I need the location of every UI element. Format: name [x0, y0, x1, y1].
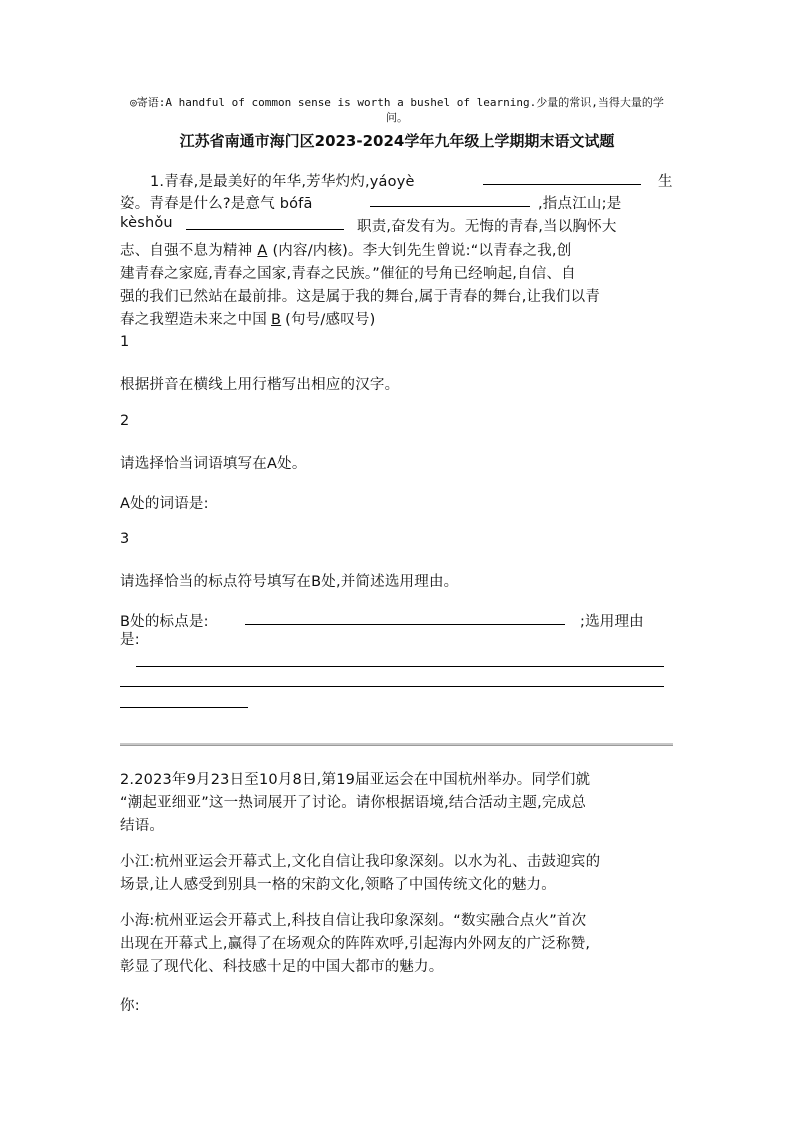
q2-line-3: 结语。 [120, 818, 165, 834]
sub-1-number: 1 [120, 334, 130, 350]
answer-line-2[interactable] [120, 686, 664, 687]
blank-bofa[interactable] [370, 192, 530, 207]
answer-line-3[interactable] [120, 707, 248, 708]
page-title: 江苏省南通市海门区2023-2024学年九年级上学期期末语文试题 [179, 132, 615, 150]
q1-line-1-end: 生 [658, 174, 673, 190]
sub-2-answer-label: A处的词语是: [120, 496, 209, 512]
sub-1-text: 根据拼音在横线上用行楷写出相应的汉字。 [120, 377, 400, 393]
motto-line-2: 问。 [386, 111, 408, 124]
sub-3-reason-label: ;选用理由 [580, 614, 644, 630]
blank-a[interactable]: A [257, 243, 268, 259]
sub-2-text: 请选择恰当词语填写在A处。 [120, 456, 307, 472]
answer-line-1[interactable] [136, 666, 664, 667]
blank-b[interactable]: B [271, 312, 282, 328]
q1-line-3: kèshǒu [120, 215, 173, 231]
you-label: 你: [120, 998, 140, 1014]
xiaohai-line-2: 出现在开幕式上,赢得了在场观众的阵阵欢呼,引起海内外网友的广泛称赞, [120, 936, 591, 952]
q2-line-2: “潮起亚细亚”这一热词展开了讨论。请你根据语境,结合活动主题,完成总 [120, 795, 587, 811]
q1-line-1: 1.青春,是最美好的年华,芳华灼灼,yáoyè [150, 174, 415, 190]
q2-line-1: 2.2023年9月23日至10月8日,第19届亚运会在中国杭州举办。同学们就 [120, 772, 591, 788]
q1-line-2: 姿。青春是什么?是意气 bófā [120, 196, 313, 212]
sub-3-number: 3 [120, 531, 130, 547]
sub-3-text: 请选择恰当的标点符号填写在B处,并简述选用理由。 [120, 574, 459, 590]
sub-3-answer-label: B处的标点是: [120, 614, 209, 630]
sub-2-number: 2 [120, 413, 130, 429]
motto-line-1: ◎寄语:A handful of common sense is worth a bushel of learning.少量的常识,当得大量的学 [130, 96, 664, 109]
xiaohai-line-1: 小海:杭州亚运会开幕式上,科技自信让我印象深刻。“数实融合点火”首次 [120, 913, 587, 929]
motto-header [0, 96, 794, 124]
q1-line-5: 建青春之家庭,青春之国家,青春之民族。”催征的号角已经响起,自信、自 [120, 266, 576, 282]
blank-keshou[interactable] [186, 215, 344, 230]
q1-line-3-end: 职责,奋发有为。无悔的青春,当以胸怀大 [357, 219, 617, 235]
xiaojiang-line-2: 场景,让人感受到别具一格的宋韵文化,领略了中国传统文化的魅力。 [120, 877, 556, 893]
blank-yaoye[interactable] [483, 170, 641, 185]
q1-line-4: 志、自强不息为精神 A (内容/内核)。李大钊先生曾说:“以青春之我,创 [120, 243, 572, 259]
xiaojiang-line-1: 小江:杭州亚运会开幕式上,文化自信让我印象深刻。以水为礼、击鼓迎宾的 [120, 854, 601, 870]
blank-punctuation[interactable] [245, 610, 565, 625]
xiaohai-line-3: 彰显了现代化、科技感十足的中国大都市的魅力。 [120, 959, 444, 975]
section-divider [120, 743, 673, 746]
q1-line-7: 春之我塑造未来之中国 B (句号/感叹号) [120, 312, 376, 328]
sub-3-reason-label-2: 是: [120, 632, 140, 648]
q1-line-2-end: ,指点江山;是 [538, 196, 622, 212]
q1-line-6: 强的我们已然站在最前排。这是属于我的舞台,属于青春的舞台,让我们以青 [120, 289, 601, 305]
